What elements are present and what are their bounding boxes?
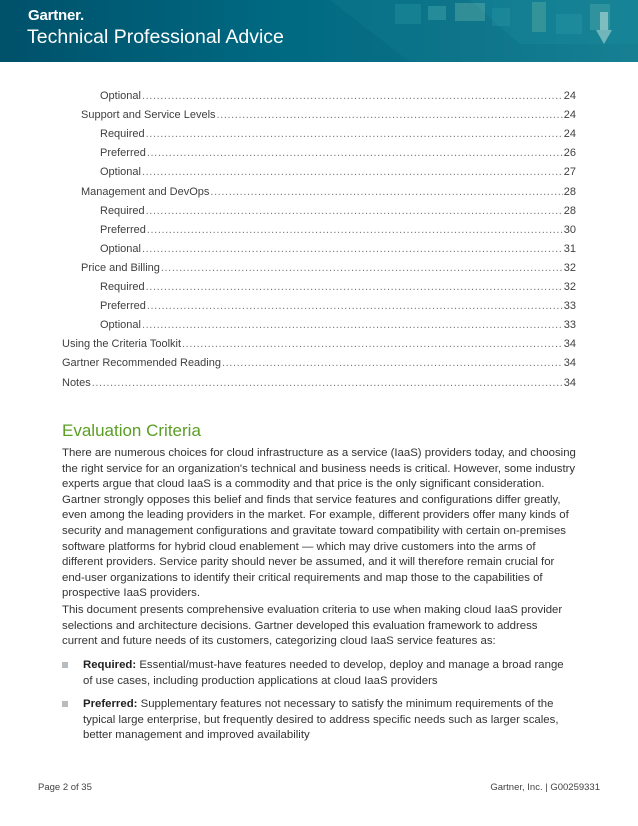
toc-entry[interactable]	[100, 146, 576, 161]
toc-entry[interactable]	[100, 318, 576, 333]
toc-entry[interactable]	[100, 299, 576, 314]
toc-entry-label: Optional	[100, 90, 141, 102]
toc-entry-page: 28	[563, 204, 576, 217]
bullet-text	[83, 658, 576, 689]
toc-entry-page: 26	[563, 147, 576, 160]
bullet-text	[83, 697, 576, 744]
toc-entry-page: 24	[563, 128, 576, 141]
toc-entry-label: Optional	[100, 242, 141, 255]
toc-leader-dots	[92, 376, 563, 391]
toc-leader-dots	[146, 204, 563, 219]
toc-leader-dots	[210, 185, 562, 200]
toc-leader-dots	[222, 356, 563, 371]
toc-leader-dots	[142, 242, 563, 257]
toc-entry-page: 32	[563, 281, 576, 293]
bullet-description: Essential/must-have features needed to develop, deploy and manage a broad range of use cases, including production applications at cloud IaaS providers	[83, 659, 564, 687]
toc-leader-dots	[217, 108, 563, 123]
toc-leader-dots	[142, 165, 563, 180]
toc-leader-dots	[142, 318, 563, 333]
toc-leader-dots	[147, 299, 563, 314]
toc-entry[interactable]	[81, 108, 576, 123]
toc-entry-page: 27	[563, 166, 576, 179]
bullet-marker	[62, 701, 68, 707]
toc-leader-dots	[182, 337, 563, 352]
toc-leader-dots	[147, 223, 563, 238]
toc-entry-label: Required	[100, 128, 145, 141]
toc-entry-label: Preferred	[100, 147, 146, 160]
toc-leader-dots	[161, 261, 563, 276]
toc-entry[interactable]	[81, 261, 576, 276]
toc-entry-page: 34	[563, 376, 576, 389]
toc-leader-dots	[147, 146, 563, 161]
toc-entry[interactable]	[100, 204, 576, 219]
toc-entry-label: Notes	[62, 376, 91, 389]
bullet-term: Preferred:	[83, 698, 138, 710]
toc-entry-page: 30	[563, 223, 576, 236]
toc-entry-label: Optional	[100, 319, 141, 332]
toc-leader-dots	[146, 280, 563, 295]
toc-entry[interactable]	[100, 223, 576, 238]
toc-entry[interactable]	[100, 127, 576, 142]
toc-entry[interactable]	[100, 242, 576, 257]
footer-doc-id: Gartner, Inc. | G00259331	[490, 782, 600, 793]
section-heading: Evaluation Criteria	[62, 421, 201, 440]
bullet-term: Required:	[83, 659, 137, 671]
toc-leader-dots	[146, 127, 563, 142]
bullet-marker	[62, 662, 68, 668]
toc-entry[interactable]	[62, 356, 576, 371]
toc-leader-dots	[142, 89, 563, 104]
toc-entry-label: Gartner Recommended Reading	[62, 357, 221, 370]
toc-entry-page: 33	[563, 319, 576, 332]
toc-entry-page: 31	[563, 242, 576, 255]
intro-paragraph: There are numerous choices for cloud infrastructure as a service (IaaS) providers today, and choosing the right service for an organization's technical and business needs is critical. However, some industry experts argue that cloud IaaS is a commodity and that price is the only significant consideration. Gartner strongly opposes this belief and finds that service features and configurations differ greatly, even among the leading providers in the market. For example, different providers offer many kinds of security and management configurations and gravitate toward compatibility with certain on-premises software platforms for hybrid cloud enablement — which may drive customers into the arms of different providers. Service parity should never be assumed, and it will therefore remain crucial for end-user organizations to identify their critical requirements and map those to the capabilities of prospective IaaS providers.	[62, 447, 576, 600]
toc-entry[interactable]	[100, 165, 576, 180]
toc-entry[interactable]	[100, 89, 576, 104]
page-header	[0, 0, 638, 62]
toc-entry-label: Preferred	[100, 300, 146, 313]
framework-paragraph: This document presents comprehensive evaluation criteria to use when making cloud IaaS provider selections and architecture decisions. Gartner developed this evaluation framework to address current and future needs of its customers, categorizing cloud IaaS service features as:	[62, 604, 563, 648]
toc-entry-label: Required	[100, 204, 145, 217]
toc-entry[interactable]	[81, 185, 576, 200]
toc-entry-page: 32	[563, 261, 576, 274]
toc-entry-label: Using the Criteria Toolkit	[62, 338, 182, 351]
toc-entry[interactable]	[62, 337, 576, 352]
toc-entry-page: 33	[563, 300, 576, 313]
toc-entry-label: Management and DevOps	[81, 185, 210, 198]
toc-entry[interactable]	[62, 376, 576, 391]
bullet-description: Supplementary features not necessary to satisfy the minimum requirements of the typical large enterprise, but frequently desired to address specific needs such as larger scales, better management and improved availability	[83, 698, 559, 742]
toc-entry-page: 24	[563, 109, 576, 122]
toc-entry-page: 34	[563, 338, 576, 351]
header-title: Technical Professional Advice	[27, 26, 284, 48]
toc-entry-page: 28	[563, 185, 576, 198]
toc-entry[interactable]	[100, 280, 576, 295]
toc-entry-label: Preferred	[100, 223, 146, 236]
footer-page-number: Page 2 of 35	[38, 782, 92, 793]
toc-entry-page: 24	[563, 90, 576, 102]
gartner-logo: Gartner.	[28, 7, 84, 24]
toc-entry-page: 34	[563, 357, 576, 370]
toc-entry-label: Price and Billing	[81, 261, 160, 274]
toc-entry-label: Required	[100, 281, 145, 293]
toc-entry-label: Support and Service Levels	[81, 109, 216, 122]
toc-entry-label: Optional	[100, 166, 141, 179]
